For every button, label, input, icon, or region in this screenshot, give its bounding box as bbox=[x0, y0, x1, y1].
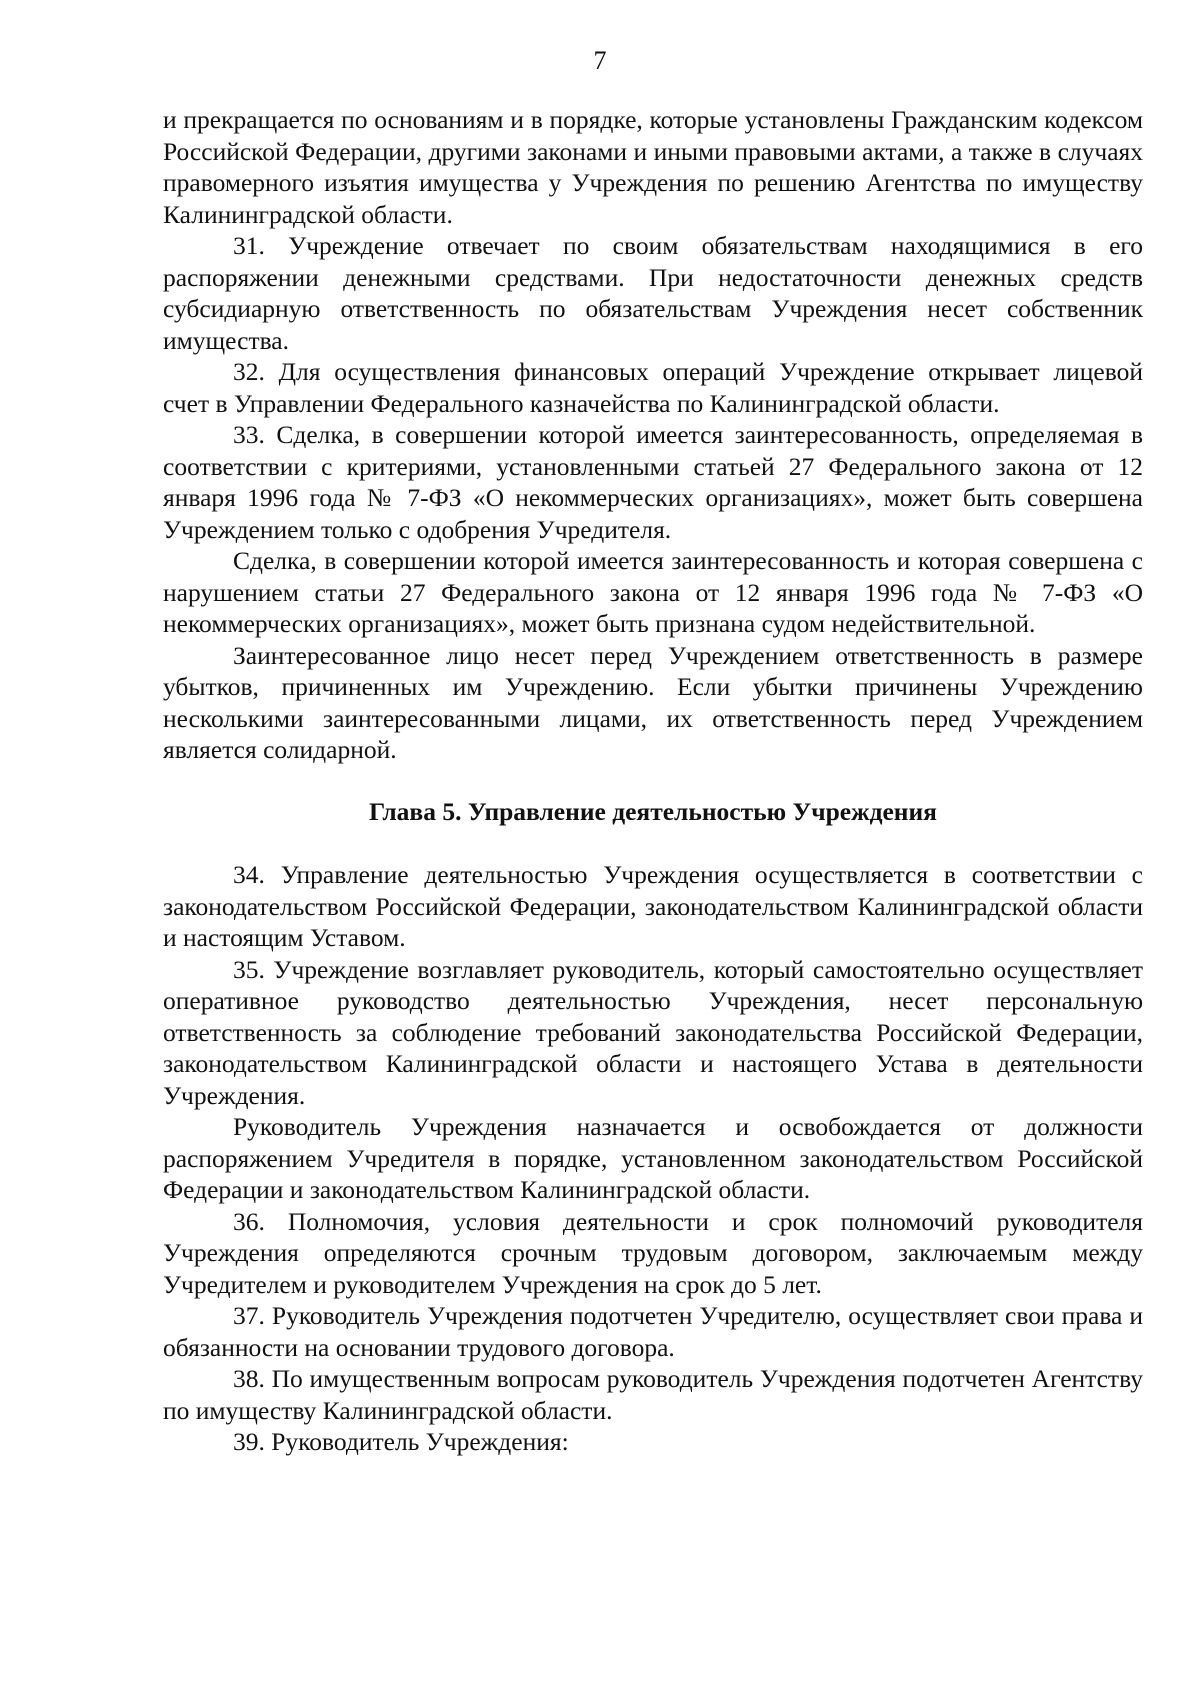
paragraph-39: 39. Руководитель Учреждения: bbox=[233, 1427, 569, 1456]
document-body bbox=[163, 104, 1143, 1458]
paragraph-34: 34. Управление деятельностью Учреждения осуществляется в соответствии с законодательством Российской Федерации, законодательством Калининградской области и настоящим Уставом. bbox=[163, 860, 1143, 952]
paragraph-38: 38. По имущественным вопросам руководитель Учреждения подотчетен Агентству по имуществу Калининградской области. bbox=[163, 1364, 1143, 1425]
page-number: 7 bbox=[593, 46, 607, 75]
paragraph-33-part-2: Сделка, в совершении которой имеется заинтересованность и которая совершена с нарушением статьи 27 Федерального закона от 12 января 1996 года № 7-ФЗ «О некоммерческих организациях», может быть признана судом недействительной. bbox=[163, 546, 1143, 638]
paragraph-35: 35. Учреждение возглавляет руководитель, который самостоятельно осуществляет оперативное руководство деятельностью Учреждения, несет персональную ответственность за соблюдение требований законодательства Российской Федерации, законодательством Калининградской области и настоящего Устава в деятельности Учреждения. bbox=[163, 954, 1143, 1110]
paragraph-31: 31. Учреждение отвечает по своим обязательствам находящимися в его распоряжении денежными средствами. При недостаточности денежных средств субсидиарную ответственность по обязательствам Учреждения несет собственник имущества. bbox=[163, 231, 1143, 355]
paragraph-36: 36. Полномочия, условия деятельности и срок полномочий руководителя Учреждения определяются срочным трудовым договором, заключаемым между Учредителем и руководителем Учреждения на срок до 5 лет. bbox=[163, 1206, 1143, 1299]
paragraph-continuation: и прекращается по основаниям и в порядке, которые установлены Гражданским кодексом Российской Федерации, другими законами и иными правовыми актами, а также в случаях правомерного изъятия имущества у Учреждения по решению Агентства по имуществу Калининградской области. bbox=[163, 105, 1143, 229]
paragraph-35-part-2: Руководитель Учреждения назначается и освобождается от должности распоряжением Учредителя в порядке, установленном законодательством Российской Федерации и законодательством Калининградской области. bbox=[163, 1112, 1143, 1204]
paragraph-33-part-3: Заинтересованное лицо несет перед Учреждением ответственность в размере убытков, причиненных им Учреждению. Если убытки причинены Учреждению несколькими заинтересованными лицами, их ответственность перед Учреждением является солидарной. bbox=[163, 640, 1143, 764]
paragraph-32: 32. Для осуществления финансовых операций Учреждение открывает лицевой счет в Управлении Федерального казначейства по Калининградской области. bbox=[163, 357, 1143, 418]
paragraph-37: 37. Руководитель Учреждения подотчетен Учредителю, осуществляет свои права и обязанности на основании трудового договора. bbox=[163, 1301, 1143, 1362]
paragraph-33: 33. Сделка, в совершении которой имеется заинтересованность, определяемая в соответствии с критериями, установленными статьей 27 Федерального закона от 12 января 1996 года № 7-ФЗ «О некоммерческих организациях», может быть совершена Учреждением только с одобрения Учредителя. bbox=[163, 420, 1143, 544]
chapter-heading: Глава 5. Управление деятельностью Учреждения bbox=[369, 796, 937, 826]
